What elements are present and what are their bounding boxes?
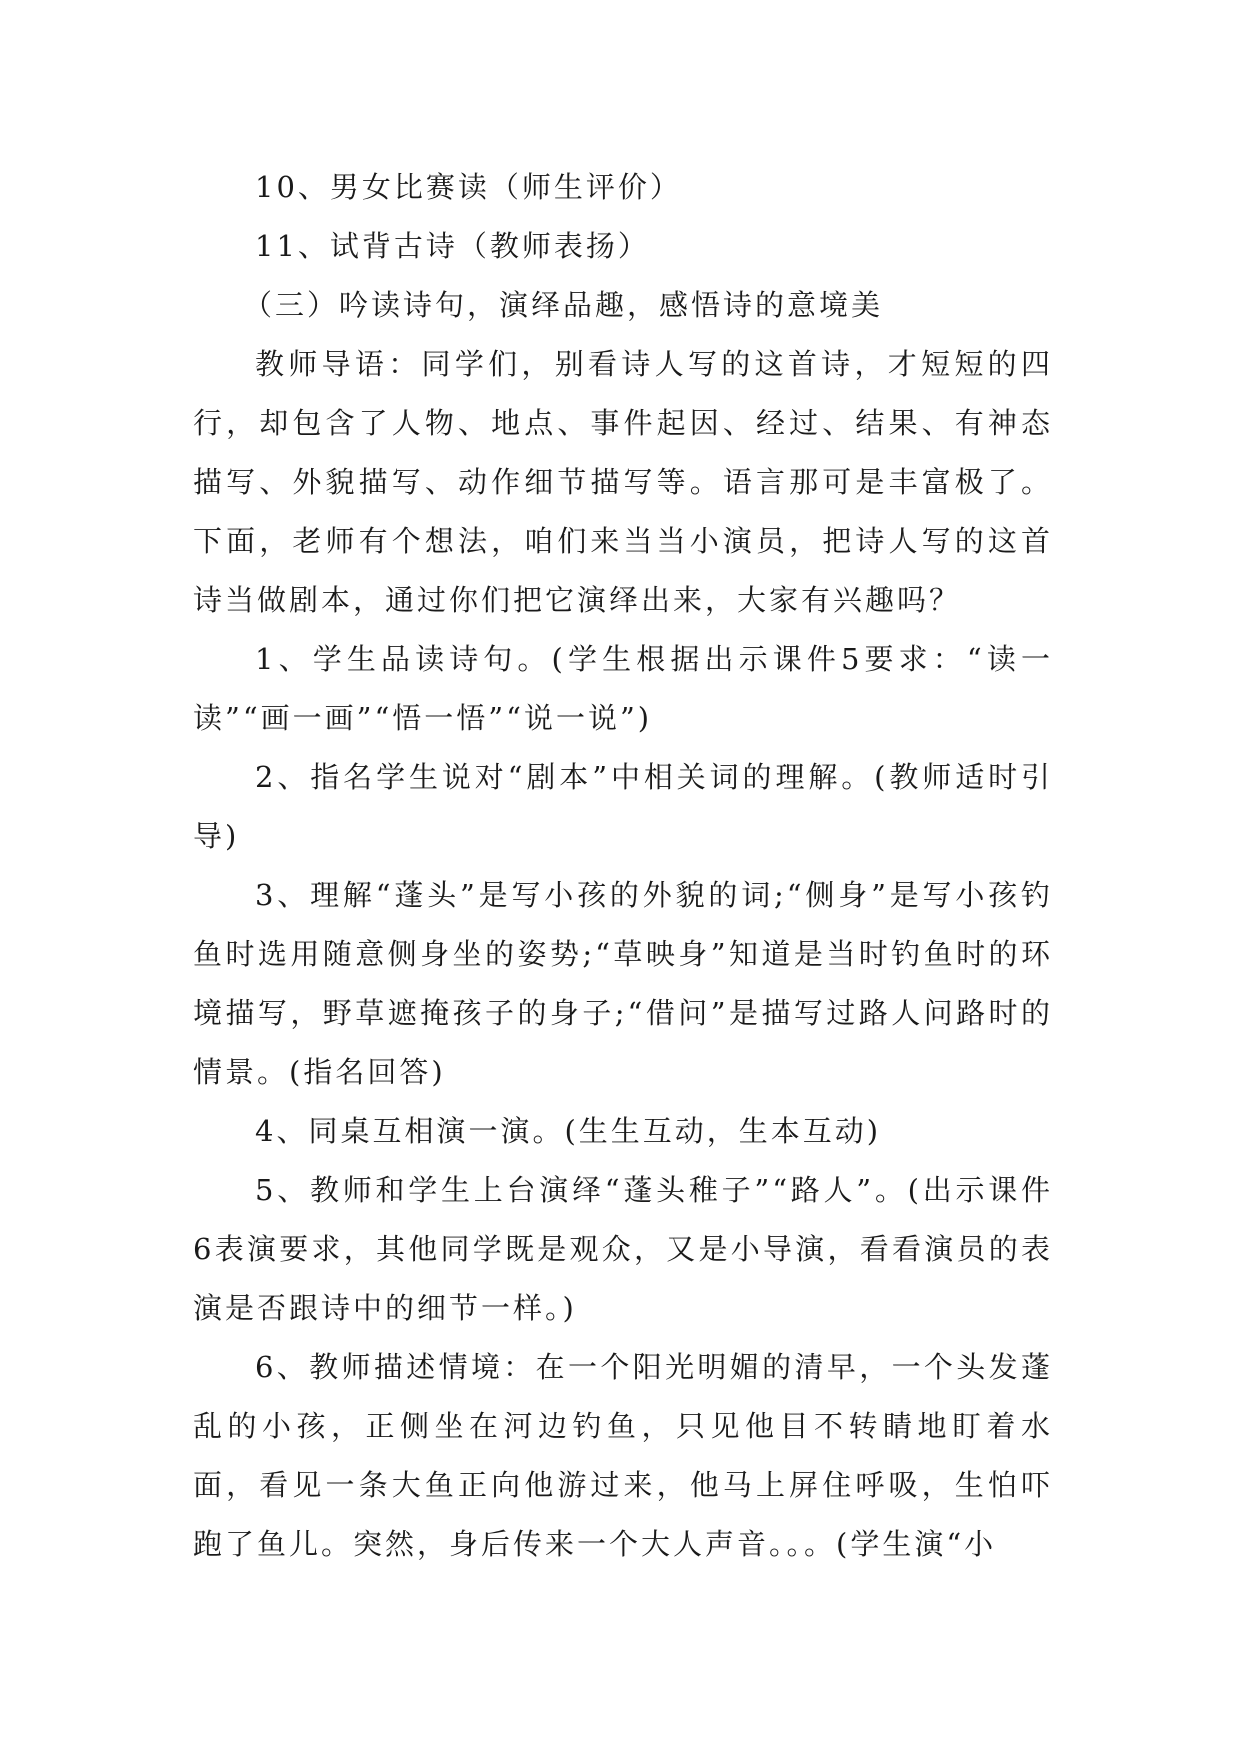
document-body xyxy=(193,158,1053,1574)
paragraph-step-6: 6、教师描述情境：在一个阳光明媚的清早，一个头发蓬乱的小孩，正侧坐在河边钓鱼，只见他目不转睛地盯着水面，看见一条大鱼正向他游过来，他马上屏住呼吸，生怕吓跑了鱼儿。突然，身后传来一个大人声音。。。(学生演“小 xyxy=(193,1350,1053,1561)
paragraph-step-3: 3、理解“蓬头”是写小孩的外貌的词;“侧身”是写小孩钓鱼时选用随意侧身坐的姿势;“草映身”知道是当时钓鱼时的环境描写，野草遮掩孩子的身子;“借问”是描写过路人问路时的情景。(指名回答) xyxy=(193,878,1053,1089)
section-heading: （三）吟读诗句，演绎品趣，感悟诗的意境美 xyxy=(243,288,884,322)
paragraph-step-1: 1、学生品读诗句。(学生根据出示课件5要求：“读一读”“画一画”“悟一悟”“说一说”) xyxy=(193,642,1053,735)
teacher-intro-paragraph: 教师导语：同学们，别看诗人写的这首诗，才短短的四行，却包含了人物、地点、事件起因、经过、结果、有神态描写、外貌描写、动作细节描写等。语言那可是丰富极了。下面，老师有个想法，咱们来当当小演员，把诗人写的这首诗当做剧本，通过你们把它演绎出来，大家有兴趣吗？ xyxy=(193,347,1053,617)
paragraph-item-11: 11、试背古诗（教师表扬） xyxy=(255,229,650,263)
paragraph-item-10: 10、男女比赛读（师生评价） xyxy=(255,170,682,204)
paragraph-step-5: 5、教师和学生上台演绎“蓬头稚子”“路人”。(出示课件6表演要求，其他同学既是观众，又是小导演，看看演员的表演是否跟诗中的细节一样。) xyxy=(193,1173,1053,1325)
paragraph-step-2: 2、指名学生说对“剧本”中相关词的理解。(教师适时引导) xyxy=(193,760,1053,853)
paragraph-step-4: 4、同桌互相演一演。(生生互动，生本互动) xyxy=(255,1114,882,1148)
